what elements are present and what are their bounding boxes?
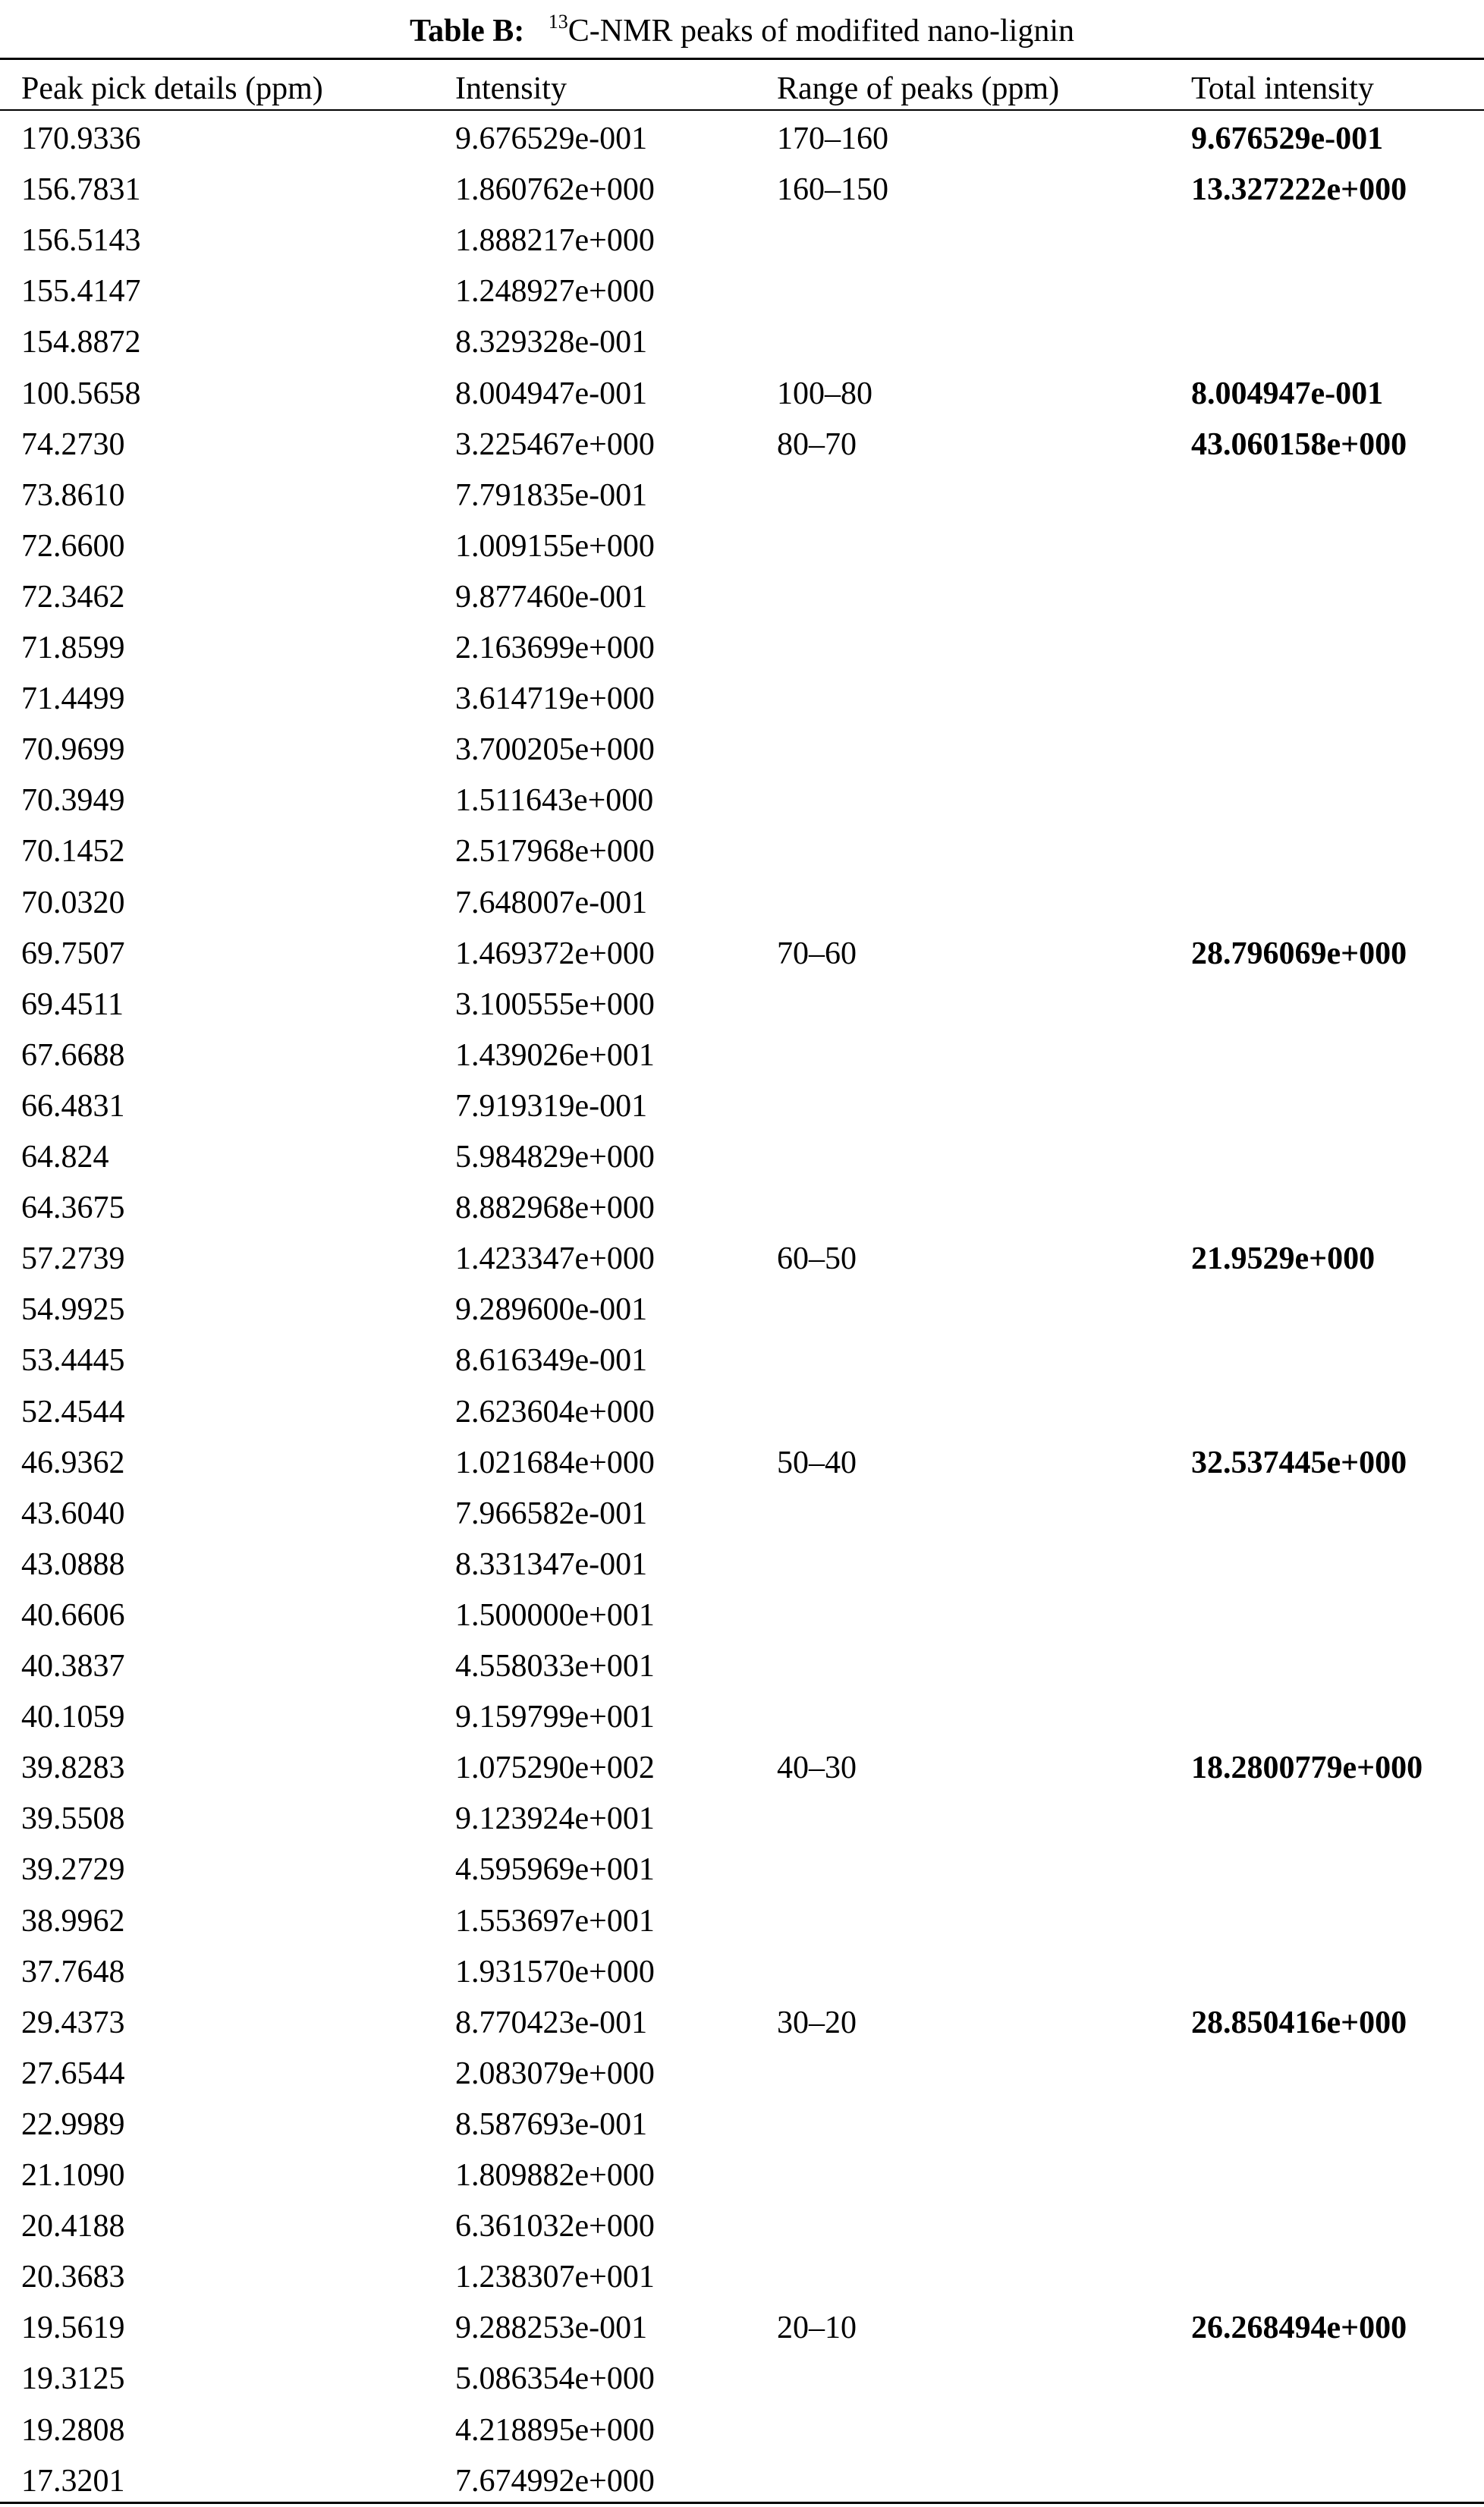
cell-intensity: 9.123924e+001 xyxy=(455,1801,655,1837)
cell-range: 30–20 xyxy=(777,2005,857,2040)
table-row xyxy=(0,1998,1484,2049)
cell-peak-pick: 27.6544 xyxy=(21,2056,125,2091)
table-row xyxy=(0,2150,1484,2201)
cell-range: 100–80 xyxy=(777,376,872,411)
cell-peak-pick: 71.8599 xyxy=(21,631,125,665)
cell-intensity: 7.919319e-001 xyxy=(455,1088,648,1124)
table-row xyxy=(0,1794,1484,1845)
cell-intensity: 9.159799e+001 xyxy=(455,1700,655,1735)
table-caption-superscript: 13 xyxy=(548,11,568,33)
cell-intensity: 1.009155e+000 xyxy=(455,528,655,564)
cell-intensity: 3.100555e+000 xyxy=(455,986,655,1022)
cell-peak-pick: 70.9699 xyxy=(21,732,125,768)
cell-peak-pick: 67.6688 xyxy=(21,1037,125,1073)
cell-peak-pick: 70.0320 xyxy=(21,885,125,920)
cell-intensity: 5.984829e+000 xyxy=(455,1140,655,1175)
cell-intensity: 7.791835e-001 xyxy=(455,477,648,513)
table-row xyxy=(0,1540,1484,1590)
cell-total-intensity: 43.060158e+000 xyxy=(1191,426,1407,462)
cell-peak-pick: 71.4499 xyxy=(21,681,125,717)
cell-peak-pick: 19.3125 xyxy=(21,2361,125,2397)
table-row xyxy=(0,1183,1484,1234)
cell-intensity: 4.218895e+000 xyxy=(455,2412,655,2448)
cell-intensity: 1.238307e+001 xyxy=(455,2260,655,2295)
table-row xyxy=(0,470,1484,521)
table-caption xyxy=(0,5,1484,50)
cell-intensity: 1.469372e+000 xyxy=(455,936,655,971)
table-row xyxy=(0,1438,1484,1489)
cell-range: 160–150 xyxy=(777,172,888,208)
cell-intensity: 1.553697e+001 xyxy=(455,1903,655,1939)
table-row xyxy=(0,2456,1484,2507)
table-row xyxy=(0,420,1484,470)
table-row xyxy=(0,674,1484,725)
cell-intensity: 8.004947e-001 xyxy=(455,376,648,411)
table-row xyxy=(0,2303,1484,2354)
table-row xyxy=(0,1234,1484,1285)
cell-intensity: 1.809882e+000 xyxy=(455,2158,655,2193)
cell-peak-pick: 43.6040 xyxy=(21,1496,125,1531)
cell-peak-pick: 29.4373 xyxy=(21,2005,125,2040)
cell-peak-pick: 20.3683 xyxy=(21,2260,125,2295)
cell-peak-pick: 20.4188 xyxy=(21,2209,125,2244)
cell-intensity: 4.595969e+001 xyxy=(455,1852,655,1888)
cell-intensity: 3.614719e+000 xyxy=(455,681,655,717)
cell-intensity: 9.289600e-001 xyxy=(455,1292,648,1328)
cell-total-intensity: 9.676529e-001 xyxy=(1191,121,1384,156)
cell-range: 80–70 xyxy=(777,426,857,462)
table-row xyxy=(0,1641,1484,1692)
cell-intensity: 1.248927e+000 xyxy=(455,274,655,310)
cell-range: 50–40 xyxy=(777,1445,857,1480)
cell-intensity: 8.882968e+000 xyxy=(455,1191,655,1226)
cell-intensity: 3.700205e+000 xyxy=(455,732,655,768)
cell-peak-pick: 46.9362 xyxy=(21,1445,125,1480)
table-row xyxy=(0,1489,1484,1540)
cell-intensity: 4.558033e+001 xyxy=(455,1649,655,1684)
table-row xyxy=(0,2354,1484,2405)
cell-peak-pick: 52.4544 xyxy=(21,1394,125,1430)
cell-intensity: 2.163699e+000 xyxy=(455,631,655,665)
table-row xyxy=(0,369,1484,420)
cell-intensity: 8.329328e-001 xyxy=(455,325,648,360)
cell-peak-pick: 21.1090 xyxy=(21,2158,125,2193)
cell-peak-pick: 70.1452 xyxy=(21,834,125,870)
cell-total-intensity: 26.268494e+000 xyxy=(1191,2310,1407,2346)
cell-intensity: 1.931570e+000 xyxy=(455,1954,655,1990)
table-row xyxy=(0,1081,1484,1132)
cell-total-intensity: 28.796069e+000 xyxy=(1191,936,1407,971)
cell-intensity: 8.331347e-001 xyxy=(455,1546,648,1582)
cell-peak-pick: 72.6600 xyxy=(21,528,125,564)
cell-peak-pick: 40.6606 xyxy=(21,1597,125,1633)
cell-intensity: 1.500000e+001 xyxy=(455,1597,655,1633)
cell-peak-pick: 73.8610 xyxy=(21,477,125,513)
cell-total-intensity: 32.537445e+000 xyxy=(1191,1445,1407,1480)
cell-peak-pick: 19.2808 xyxy=(21,2412,125,2448)
cell-intensity: 6.361032e+000 xyxy=(455,2209,655,2244)
cell-intensity: 7.648007e-001 xyxy=(455,885,648,920)
table-row xyxy=(0,2049,1484,2100)
cell-intensity: 1.423347e+000 xyxy=(455,1241,655,1277)
cell-intensity: 1.439026e+001 xyxy=(455,1037,655,1073)
table-top-rule xyxy=(0,58,1484,60)
table-row xyxy=(0,1132,1484,1183)
cell-peak-pick: 156.5143 xyxy=(21,223,141,259)
cell-intensity: 1.860762e+000 xyxy=(455,172,655,208)
table-row xyxy=(0,878,1484,929)
table-caption-label: Table B: xyxy=(409,14,525,49)
cell-intensity: 9.877460e-001 xyxy=(455,579,648,615)
cell-total-intensity: 13.327222e+000 xyxy=(1191,172,1407,208)
cell-peak-pick: 70.3949 xyxy=(21,783,125,819)
table-row xyxy=(0,725,1484,775)
cell-peak-pick: 170.9336 xyxy=(21,121,141,156)
table-row xyxy=(0,114,1484,165)
table-row xyxy=(0,1845,1484,1895)
cell-peak-pick: 39.5508 xyxy=(21,1801,125,1837)
cell-intensity: 1.511643e+000 xyxy=(455,783,654,819)
cell-peak-pick: 40.3837 xyxy=(21,1649,125,1684)
cell-peak-pick: 69.4511 xyxy=(21,986,124,1022)
header-range: Range of peaks (ppm) xyxy=(777,71,1060,106)
table-row xyxy=(0,2201,1484,2252)
table-row xyxy=(0,317,1484,368)
cell-peak-pick: 19.5619 xyxy=(21,2310,125,2346)
table-bottom-rule xyxy=(0,2502,1484,2504)
header-intensity: Intensity xyxy=(455,71,567,106)
table-row xyxy=(0,1896,1484,1947)
table-row xyxy=(0,2405,1484,2456)
cell-peak-pick: 54.9925 xyxy=(21,1292,125,1328)
table-header-rule xyxy=(0,109,1484,111)
cell-peak-pick: 39.8283 xyxy=(21,1750,125,1786)
table-row xyxy=(0,775,1484,826)
cell-peak-pick: 17.3201 xyxy=(21,2463,125,2499)
cell-range: 20–10 xyxy=(777,2310,857,2346)
table-row xyxy=(0,572,1484,623)
cell-range: 170–160 xyxy=(777,121,888,156)
cell-peak-pick: 43.0888 xyxy=(21,1546,125,1582)
cell-intensity: 1.075290e+002 xyxy=(455,1750,655,1786)
cell-intensity: 2.517968e+000 xyxy=(455,834,655,870)
cell-intensity: 9.288253e-001 xyxy=(455,2310,648,2346)
cell-intensity: 7.966582e-001 xyxy=(455,1496,648,1531)
cell-range: 70–60 xyxy=(777,936,857,971)
table-row xyxy=(0,1030,1484,1081)
cell-peak-pick: 39.2729 xyxy=(21,1852,125,1888)
cell-peak-pick: 156.7831 xyxy=(21,172,141,208)
cell-peak-pick: 155.4147 xyxy=(21,274,141,310)
table-row xyxy=(0,623,1484,674)
cell-intensity: 5.086354e+000 xyxy=(455,2361,655,2397)
cell-peak-pick: 37.7648 xyxy=(21,1954,125,1990)
cell-intensity: 3.225467e+000 xyxy=(455,426,655,462)
cell-range: 40–30 xyxy=(777,1750,857,1786)
table-row xyxy=(0,929,1484,980)
cell-intensity: 2.623604e+000 xyxy=(455,1394,655,1430)
table-row xyxy=(0,1387,1484,1438)
table-row xyxy=(0,266,1484,317)
cell-peak-pick: 64.824 xyxy=(21,1140,109,1175)
cell-total-intensity: 28.850416e+000 xyxy=(1191,2005,1407,2040)
cell-peak-pick: 22.9989 xyxy=(21,2106,125,2142)
cell-peak-pick: 53.4445 xyxy=(21,1343,125,1379)
cell-peak-pick: 38.9962 xyxy=(21,1903,125,1939)
cell-peak-pick: 74.2730 xyxy=(21,426,125,462)
cell-intensity: 8.770423e-001 xyxy=(455,2005,648,2040)
header-peak-pick: Peak pick details (ppm) xyxy=(21,71,323,106)
cell-peak-pick: 100.5658 xyxy=(21,376,141,411)
table-row xyxy=(0,826,1484,877)
table-row xyxy=(0,1743,1484,1794)
cell-peak-pick: 69.7507 xyxy=(21,936,125,971)
cell-total-intensity: 8.004947e-001 xyxy=(1191,376,1384,411)
table-row xyxy=(0,521,1484,572)
table-header-row xyxy=(0,64,1484,115)
table-row xyxy=(0,2100,1484,2150)
cell-intensity: 1.021684e+000 xyxy=(455,1445,655,1480)
table-row xyxy=(0,980,1484,1030)
cell-peak-pick: 40.1059 xyxy=(21,1700,125,1735)
table-caption-text: C-NMR peaks of modifited nano-lignin xyxy=(568,14,1075,49)
cell-total-intensity: 21.9529e+000 xyxy=(1191,1241,1376,1277)
cell-peak-pick: 66.4831 xyxy=(21,1088,125,1124)
table-row xyxy=(0,1692,1484,1743)
cell-peak-pick: 57.2739 xyxy=(21,1241,125,1277)
table-row xyxy=(0,1335,1484,1386)
cell-peak-pick: 154.8872 xyxy=(21,325,141,360)
cell-intensity: 1.888217e+000 xyxy=(455,223,655,259)
table-row xyxy=(0,215,1484,266)
cell-intensity: 8.587693e-001 xyxy=(455,2106,648,2142)
table-row xyxy=(0,2252,1484,2303)
cell-intensity: 7.674992e+000 xyxy=(455,2463,655,2499)
table-row xyxy=(0,1590,1484,1641)
cell-intensity: 2.083079e+000 xyxy=(455,2056,655,2091)
cell-intensity: 9.676529e-001 xyxy=(455,121,648,156)
caption-spacer xyxy=(533,14,549,49)
cell-peak-pick: 64.3675 xyxy=(21,1191,125,1226)
table-row xyxy=(0,1285,1484,1335)
cell-peak-pick: 72.3462 xyxy=(21,579,125,615)
cell-intensity: 8.616349e-001 xyxy=(455,1343,648,1379)
cell-total-intensity: 18.2800779e+000 xyxy=(1191,1750,1423,1786)
table-row xyxy=(0,165,1484,215)
table-row xyxy=(0,1947,1484,1998)
cell-range: 60–50 xyxy=(777,1241,857,1277)
header-total-intensity: Total intensity xyxy=(1191,71,1374,106)
